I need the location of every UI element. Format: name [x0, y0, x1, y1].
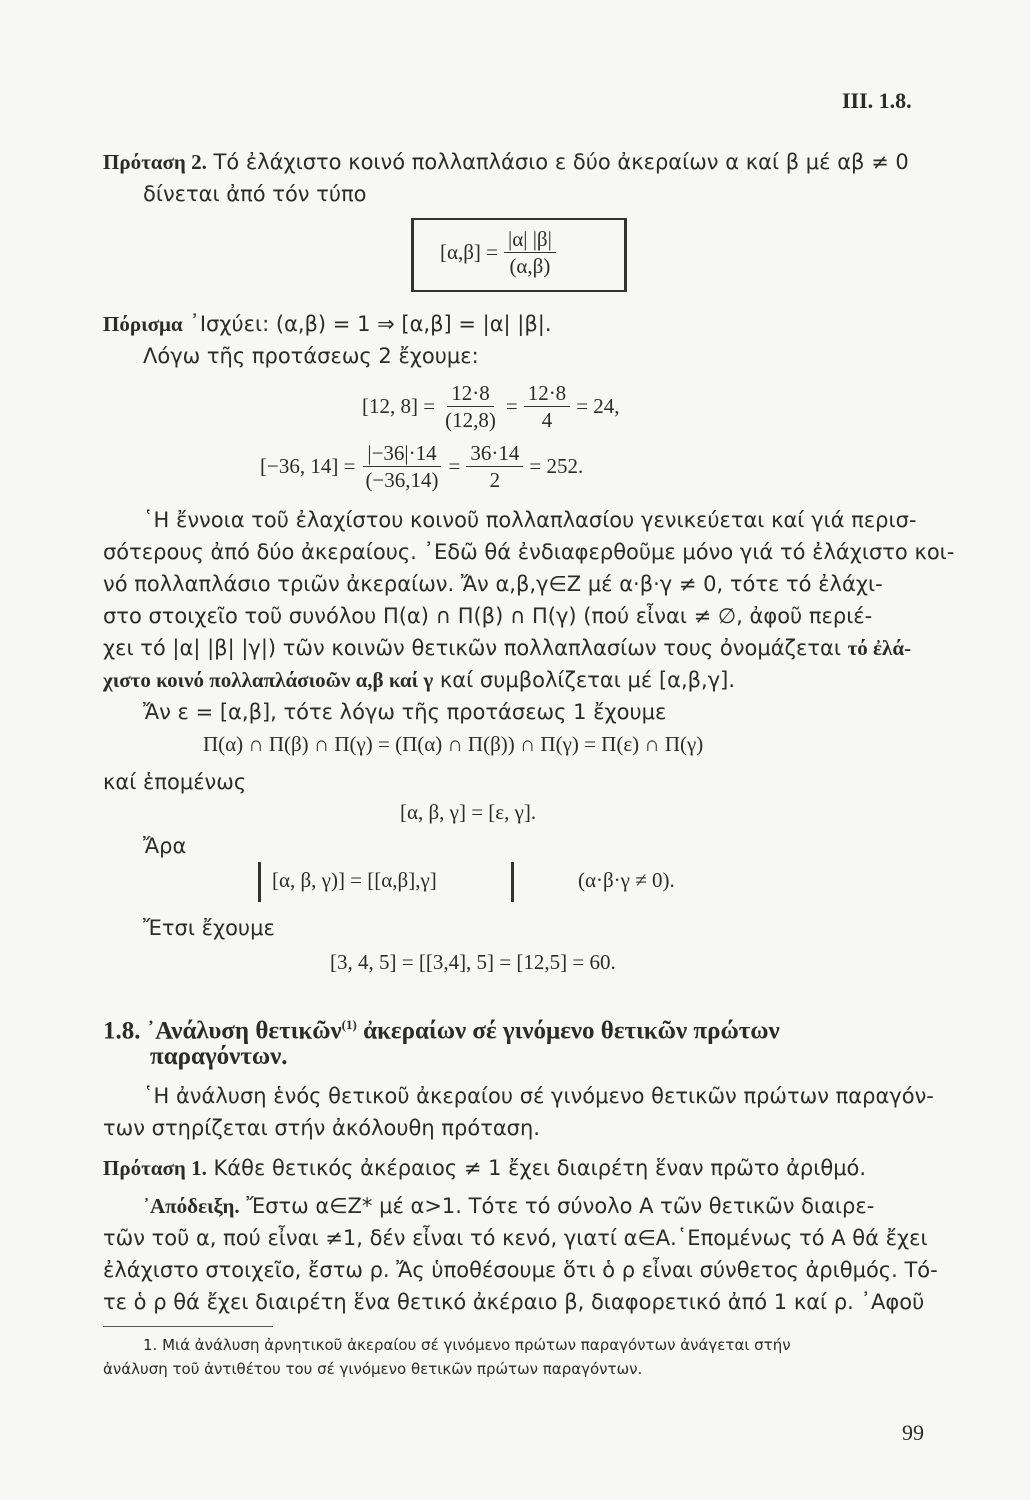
proposition-2-text: Τό ἐλάχιστο κοινό πολλαπλάσιο ε δύο ἀκεραίων α καί β μέ αβ ≠ 0	[213, 150, 909, 174]
equation-6: [3, 4, 5] = [[3,4], 5] = [12,5] = 60.	[330, 950, 616, 974]
paragraph-2: Ἄν ε = [α,β], τότε λόγω τῆς προτάσεως 1 ἔχουμε	[143, 700, 667, 724]
paragraph-1-line-6	[103, 664, 735, 696]
proposition-1-text: Κάθε θετικός ἀκέραιος ≠ 1 ἔχει διαιρέτη ἕναν πρῶτο ἀριθμό.	[213, 1156, 867, 1180]
paragraph-1-line-1: ῾Η ἔννοια τοῦ ἐλαχίστου κοινοῦ πολλαπλασίου γενικεύεται καί γιά περισ-	[143, 508, 917, 532]
eq1-lhs: [12, 8] =	[362, 394, 436, 418]
ara-label: Ἄρα	[143, 834, 187, 858]
paragraph-3-line-2: των στηρίζεται στήν ἀκόλουθη πρόταση.	[103, 1116, 540, 1140]
eq1-den2: 4	[541, 408, 553, 432]
footnote-mark: (1)	[341, 1017, 357, 1032]
paragraph-1-line-3: νό πολλαπλάσιο τριῶν ἀκεραίων. Ἄν α,β,γ∈Z μέ α·β·γ ≠ 0, τότε τό ἐλάχι-	[103, 572, 883, 596]
proof-label: ᾿Απόδειξη.	[143, 1194, 240, 1218]
eq2-den2: 2	[489, 468, 501, 492]
equation-4: [α, β, γ] = [ε, γ].	[400, 800, 537, 824]
eq1-rhs: = 24,	[576, 394, 620, 418]
proof-line-3: ἐλάχιστο στοιχεῖο, ἔστω ρ. Ἄς ὑποθέσουμε ὅτι ὁ ρ εἶναι σύνθετος ἀριθμός. Τό-	[103, 1258, 938, 1282]
kai-epomenos: καί ἑπομένως	[103, 770, 247, 794]
eq1-num1: 12·8	[447, 380, 494, 407]
eq2-num1: |−36|·14	[363, 440, 440, 467]
eq2-lhs: [−36, 14] =	[260, 454, 356, 478]
eq1-mid: =	[505, 394, 518, 418]
proposition-1	[103, 1152, 866, 1184]
equation-2	[260, 440, 583, 493]
proof-line-4: τε ὁ ρ θά ἔχει διαιρέτη ἕνα θετικό ἀκέραιο β, διαφορετικό ἀπό 1 καί ρ. ᾿Αφοῦ	[103, 1290, 925, 1314]
paragraph-1-bold-a: τό ἐλά-	[847, 636, 912, 660]
eq2-num2: 36·14	[466, 440, 523, 467]
formula-lcm-numerator: |α| |β|	[504, 226, 556, 253]
proof-line-2: τῶν τοῦ α, πού εἶναι ≠1, δέν εἶναι τό κενό, γιατί α∈Α.῾Επομένως τό Α θά ἔχει	[103, 1226, 928, 1250]
equation-5-boxed: [α, β, γ)] = [[α,β],γ]	[272, 868, 437, 892]
eq1-fraction-1	[441, 380, 500, 433]
proof-line-1	[143, 1190, 874, 1222]
eq2-mid: =	[448, 454, 461, 478]
eq2-fraction-2	[466, 440, 523, 493]
etsi-label: Ἔτσι ἔχουμε	[143, 916, 275, 940]
paragraph-1-line-5-text: χει τό |α| |β| |γ|) τῶν κοινῶν θετικῶν πολλαπλασίων τους ὀνομάζεται	[103, 636, 841, 660]
formula-lcm-lhs: [α,β] =	[440, 240, 499, 264]
section-number: 1.8.	[103, 1017, 141, 1045]
eq2-den1: (−36,14)	[365, 468, 439, 492]
corollary-text: ᾿Ισχύει: (α,β) = 1 ⇒ [α,β] = |α| |β|.	[189, 312, 552, 336]
page-number: 99	[902, 1420, 924, 1445]
proof-line-1-text: Ἔστω α∈Z* μέ α>1. Τότε τό σύνολο Α τῶν θετικῶν διαιρε-	[246, 1194, 875, 1218]
eq1-num2: 12·8	[524, 380, 571, 407]
section-heading-line2: παραγόντων.	[150, 1043, 288, 1070]
corollary-label: Πόρισμα	[103, 312, 183, 336]
formula-lcm	[440, 226, 556, 279]
paragraph-1-line-4: στο στοιχεῖο τοῦ συνόλου Π(α) ∩ Π(β) ∩ Π(γ) (πού εἶναι ≠ ∅, ἀφοῦ περιέ-	[103, 604, 873, 628]
corollary-line2: Λόγω τῆς προτάσεως 2 ἔχουμε:	[143, 344, 479, 368]
paragraph-3-line-1: ῾Η ἀνάλυση ἑνός θετικοῦ ἀκεραίου σέ γινόμενο θετικῶν πρώτων παραγόν-	[143, 1084, 934, 1108]
paragraph-1-end: καί συμβολίζεται μέ [α,β,γ].	[439, 668, 736, 692]
proposition-2-label: Πρόταση 2.	[103, 150, 207, 174]
footnote-line-2: ἀνάλυση τοῦ ἀντιθέτου του σέ γινόμενο θετικῶν πρώτων παραγόντων.	[103, 1360, 643, 1378]
eq1-den1: (12,8)	[445, 408, 496, 432]
running-header: III. 1.8.	[842, 88, 912, 113]
proposition-1-label: Πρόταση 1.	[103, 1156, 207, 1180]
equation-3: Π(α) ∩ Π(β) ∩ Π(γ) = (Π(α) ∩ Π(β)) ∩ Π(γ) = Π(ε) ∩ Π(γ)	[203, 732, 704, 756]
corollary-line	[103, 308, 552, 340]
equation-5-condition: (α·β·γ ≠ 0).	[578, 868, 675, 892]
formula-lcm-denominator: (α,β)	[509, 254, 551, 278]
paragraph-1-bold-b: χιστο κοινό πολλαπλάσιοῶν α,β καί γ	[103, 668, 434, 692]
footnote-line-1: 1. Μιά ἀνάλυση ἀρνητικοῦ ἀκεραίου σέ γινόμενο πρώτων παραγόντων ἀνάγεται στήν	[143, 1336, 791, 1354]
proposition-2-line2: δίνεται ἀπό τόν τύπο	[143, 182, 367, 206]
section-title-b: ἀκεραίων σέ γινόμενο θετικῶν πρώτων	[363, 1017, 780, 1045]
eq1-fraction-2	[524, 380, 571, 433]
eq2-fraction-1	[361, 440, 442, 493]
eq2-rhs: = 252.	[529, 454, 584, 478]
proposition-2-line1	[103, 146, 909, 178]
equation-1	[362, 380, 620, 433]
formula-lcm-fraction	[504, 226, 556, 279]
footnote-rule	[103, 1326, 273, 1327]
paragraph-1-line-5	[103, 632, 911, 664]
paragraph-1-line-2: σότερους ἀπό δύο ἀκεραίους. ᾿Εδῶ θά ἐνδιαφερθοῦμε μόνο γιά τό ἐλάχιστο κοι-	[103, 540, 955, 564]
section-title-a: ᾿Ανάλυση θετικῶν	[146, 1017, 342, 1045]
